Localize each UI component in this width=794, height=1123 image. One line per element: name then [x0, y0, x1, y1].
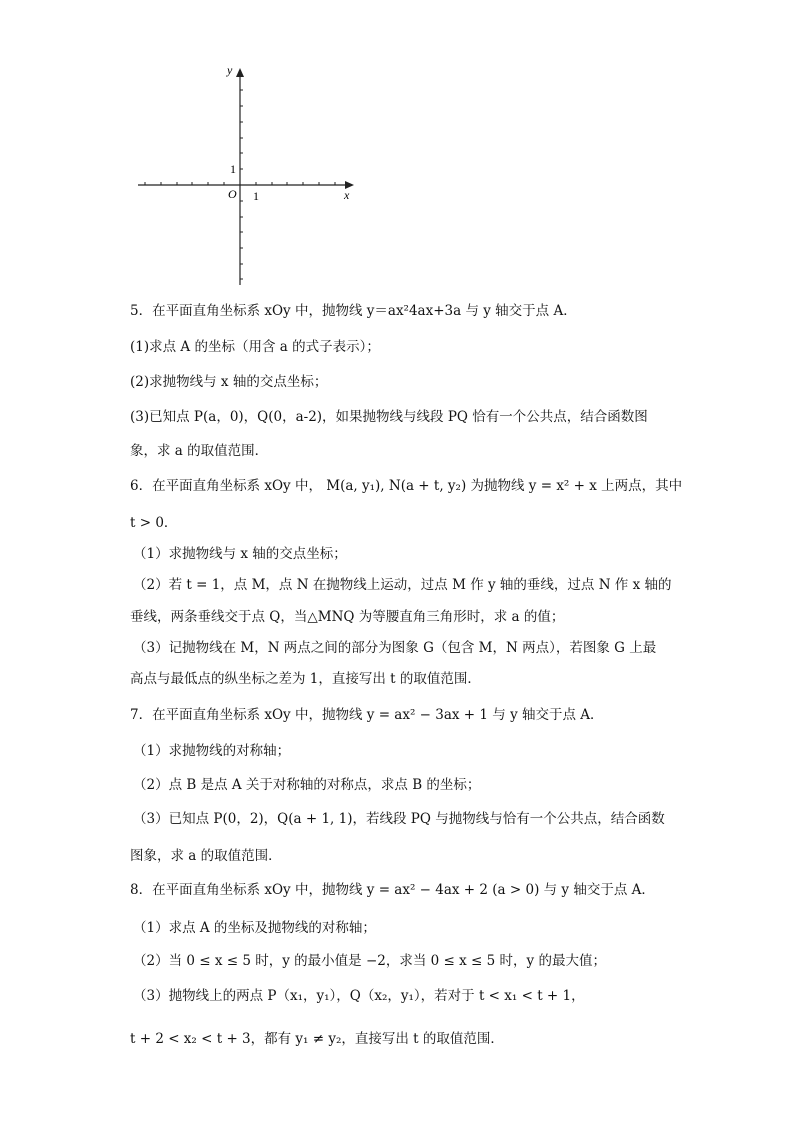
q6-part3: （3）记抛物线在 M，N 两点之间的部分为图象 G（包含 M，N 两点），若图象 G 上最 [133, 640, 657, 656]
x-tick-label: 1 [253, 189, 259, 203]
q7-stem: 7．在平面直角坐标系 xOy 中，抛物线 y = ax² − 3ax + 1 与 y 轴交于点 A． [130, 707, 604, 723]
q6-part3-cont: 高点与最低点的纵坐标之差为 1，直接写出 t 的取值范围． [130, 671, 481, 687]
q5-part2: (2)求抛物线与 x 轴的交点坐标； [130, 374, 328, 390]
q5-part3: (3)已知点 P(a，0)，Q(0，a-2)，如果抛物线与线段 PQ 恰有一个公共点，结合函数图 [130, 409, 648, 425]
y-tick-label: 1 [230, 162, 236, 176]
q8-part1: （1）求点 A 的坐标及抛物线的对称轴； [133, 920, 376, 936]
q8-part3-cont: t + 2 < x₂ < t + 3，都有 y₁ ≠ y₂，直接写出 t 的取值范围． [130, 1031, 504, 1047]
q5-stem: 5．在平面直角坐标系 xOy 中，抛物线 y＝ax²4ax+3a 与 y 轴交于点 A． [130, 303, 577, 319]
q8-part3: （3）抛物线上的两点 P（x₁，y₁），Q（x₂，y₁），若对于 t < x₁ < t + 1， [133, 988, 585, 1004]
q7-part2: （2）点 B 是点 A 关于对称轴的对称点，求点 B 的坐标； [133, 777, 481, 793]
q6-stem-cont: t > 0． [130, 515, 178, 531]
q6-stem: 6．在平面直角坐标系 xOy 中， M(a, y₁), N(a + t, y₂) 为抛物线 y = x² + x 上两点，其中 [130, 478, 683, 494]
y-axis-label: y [227, 63, 233, 77]
q8-part2: （2）当 0 ≤ x ≤ 5 时，y 的最小值是 −2，求当 0 ≤ x ≤ 5 时，y 的最大值； [133, 953, 606, 969]
coordinate-grid-figure [130, 60, 360, 290]
q7-part3-cont: 图象，求 a 的取值范围． [130, 848, 282, 864]
q7-part1: （1）求抛物线的对称轴； [133, 743, 291, 759]
x-axis-label: x [344, 188, 350, 202]
q6-part2-cont: 垂线，两条垂线交于点 Q，当△MNQ 为等腰直角三角形时，求 a 的值； [130, 609, 565, 625]
origin-label: O [228, 187, 237, 201]
q6-part2: （2）若 t = 1，点 M，点 N 在抛物线上运动，过点 M 作 y 轴的垂线，过点 N 作 x 轴的 [133, 577, 672, 593]
q6-part1: （1）求抛物线与 x 轴的交点坐标； [133, 546, 347, 562]
q5-part3-cont: 象，求 a 的取值范围． [130, 443, 269, 459]
y-axis-arrow [236, 68, 244, 77]
q5-part1: (1)求点 A 的坐标（用含 a 的式子表示）； [130, 339, 380, 355]
q8-stem: 8．在平面直角坐标系 xOy 中，抛物线 y = ax² − 4ax + 2 (a > 0) 与 y 轴交于点 A． [130, 882, 655, 898]
q7-part3: （3）已知点 P(0，2)，Q(a + 1, 1)，若线段 PQ 与抛物线与恰有一个公共点，结合函数 [133, 811, 665, 827]
